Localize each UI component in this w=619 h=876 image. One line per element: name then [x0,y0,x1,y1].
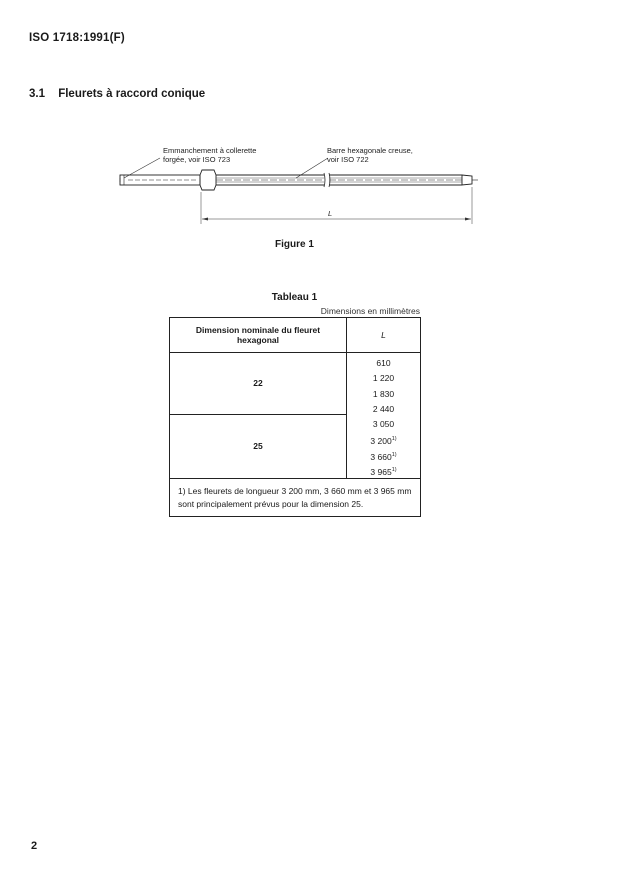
size-22-cell: 22 [170,353,347,415]
header-length: L [347,318,421,353]
length-values-cell [347,353,421,479]
header-nominal-dimension: Dimension nominale du fleuret hexagonal [170,318,347,353]
section-number: 3.1 [29,88,45,100]
rod-label [327,146,413,164]
table-header-row [170,318,421,353]
table-units: Dimensions en millimètres [320,306,420,316]
dimension-l-label: L [328,209,333,218]
length-value: 610 [376,358,391,368]
section-heading [29,88,205,100]
footnote-mark: 1) [391,436,397,443]
length-value-with-note [347,448,420,463]
hex-rod-section-2 [329,175,462,185]
tapered-end [462,175,472,185]
section-title: Fleurets à raccord conique [58,88,206,100]
forged-collar [200,170,216,190]
shank-label [163,146,256,164]
rod-label-line-2: voir ISO 722 [327,155,369,164]
length-value: 3 050 [372,419,395,430]
table-footnote: 1) Les fleurets de longueur 3 200 mm, 3 660 mm et 3 965 mm sont principalement prévus pour la dimension 25. [170,479,421,517]
length-value-with-note [347,463,420,478]
table-note-row [170,479,421,517]
rod-label-line-1: Barre hexagonale creuse, [327,146,413,155]
size-25-cell: 25 [170,414,347,479]
length-value-with-note [347,432,420,447]
figure-caption: Figure 1 [275,239,314,250]
shank-label-line-2: forgée, voir ISO 723 [163,155,231,164]
dimension-l [201,187,472,224]
footnote-mark: 1) [391,451,397,458]
document-id: ISO 1718:1991(F) [29,32,125,44]
length-value: 3 660 [370,451,392,462]
length-value: 3 200 [370,436,392,447]
page-number: 2 [31,840,38,852]
shank-label-line-1: Emmanchement à collerette [163,146,257,155]
length-value: 3 965 [370,466,392,477]
length-value: 2 440 [372,403,395,414]
footnote-mark: 1) [391,467,397,474]
length-value: 1 830 [372,388,395,399]
length-value: 1 220 [372,373,395,384]
table-row [170,353,421,415]
hex-rod-section-1 [216,175,324,185]
table-title: Tableau 1 [271,292,318,303]
shank [120,175,200,185]
dimensions-table [169,317,421,517]
